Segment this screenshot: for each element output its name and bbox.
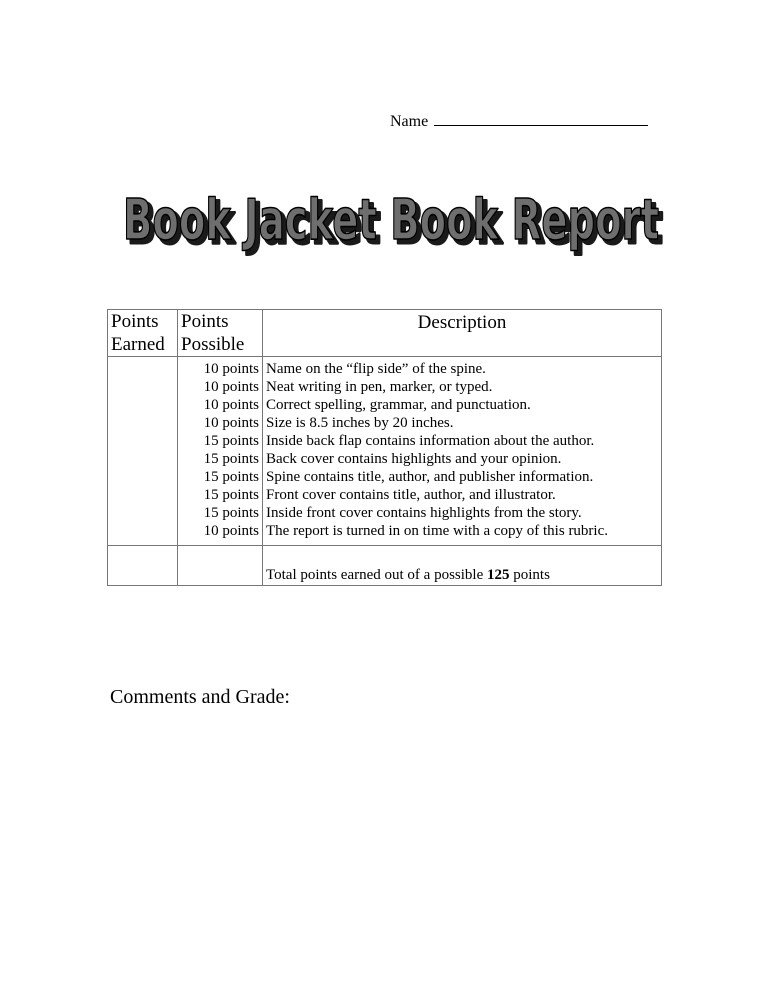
total-earned-cell[interactable] (108, 546, 178, 586)
description-cell: Name on the “flip side” of the spine. (263, 357, 662, 379)
points-earned-cell[interactable] (108, 378, 178, 396)
description-cell: Front cover contains title, author, and illustrator. (263, 486, 662, 504)
table-row (108, 468, 662, 486)
points-earned-cell[interactable] (108, 504, 178, 522)
points-possible-cell: 15 points (178, 468, 263, 486)
description-cell: Spine contains title, author, and publisher information. (263, 468, 662, 486)
table-row (108, 522, 662, 546)
points-possible-cell: 10 points (178, 522, 263, 546)
title-shadow: Book Jacket Book Report (127, 192, 663, 257)
title-word-art (108, 146, 668, 268)
points-possible-cell: 10 points (178, 378, 263, 396)
table-row (108, 450, 662, 468)
points-earned-cell[interactable] (108, 432, 178, 450)
description-cell: Back cover contains highlights and your opinion. (263, 450, 662, 468)
points-possible-cell: 10 points (178, 396, 263, 414)
name-blank-line[interactable] (434, 111, 648, 126)
total-points-value: 125 (487, 567, 510, 583)
total-row (108, 546, 662, 586)
description-cell: Inside front cover contains highlights from the story. (263, 504, 662, 522)
name-label: Name (390, 113, 429, 130)
table-row (108, 486, 662, 504)
points-possible-cell: 15 points (178, 450, 263, 468)
rubric-table (107, 309, 662, 586)
table-row (108, 396, 662, 414)
table-header-row (108, 310, 662, 357)
rubric-rows (108, 357, 662, 546)
points-possible-cell: 15 points (178, 432, 263, 450)
points-earned-cell[interactable] (108, 468, 178, 486)
description-cell: Neat writing in pen, marker, or typed. (263, 378, 662, 396)
points-earned-cell[interactable] (108, 357, 178, 379)
points-possible-cell: 10 points (178, 414, 263, 432)
points-earned-cell[interactable] (108, 396, 178, 414)
header-points-possible: Points Possible (178, 310, 263, 357)
points-earned-cell[interactable] (108, 522, 178, 546)
description-cell: Correct spelling, grammar, and punctuation. (263, 396, 662, 414)
points-earned-cell[interactable] (108, 450, 178, 468)
table-row (108, 378, 662, 396)
description-cell: Size is 8.5 inches by 20 inches. (263, 414, 662, 432)
points-possible-cell: 15 points (178, 486, 263, 504)
total-description: Total points earned out of a possible 125 points (263, 546, 662, 586)
title-text: Book Jacket Book Report (123, 188, 659, 253)
points-earned-cell[interactable] (108, 414, 178, 432)
header-description: Description (263, 310, 662, 357)
points-possible-cell: 10 points (178, 357, 263, 379)
comments-and-grade-label: Comments and Grade: (110, 686, 290, 708)
name-field (390, 111, 648, 131)
points-possible-cell: 15 points (178, 504, 263, 522)
table-row (108, 414, 662, 432)
table-row (108, 432, 662, 450)
title-svg (108, 146, 668, 268)
points-earned-cell[interactable] (108, 486, 178, 504)
total-possible-cell (178, 546, 263, 586)
table-row (108, 357, 662, 379)
header-points-earned: Points Earned (108, 310, 178, 357)
table-row (108, 504, 662, 522)
description-cell: Inside back flap contains information about the author. (263, 432, 662, 450)
description-cell: The report is turned in on time with a copy of this rubric. (263, 522, 662, 546)
